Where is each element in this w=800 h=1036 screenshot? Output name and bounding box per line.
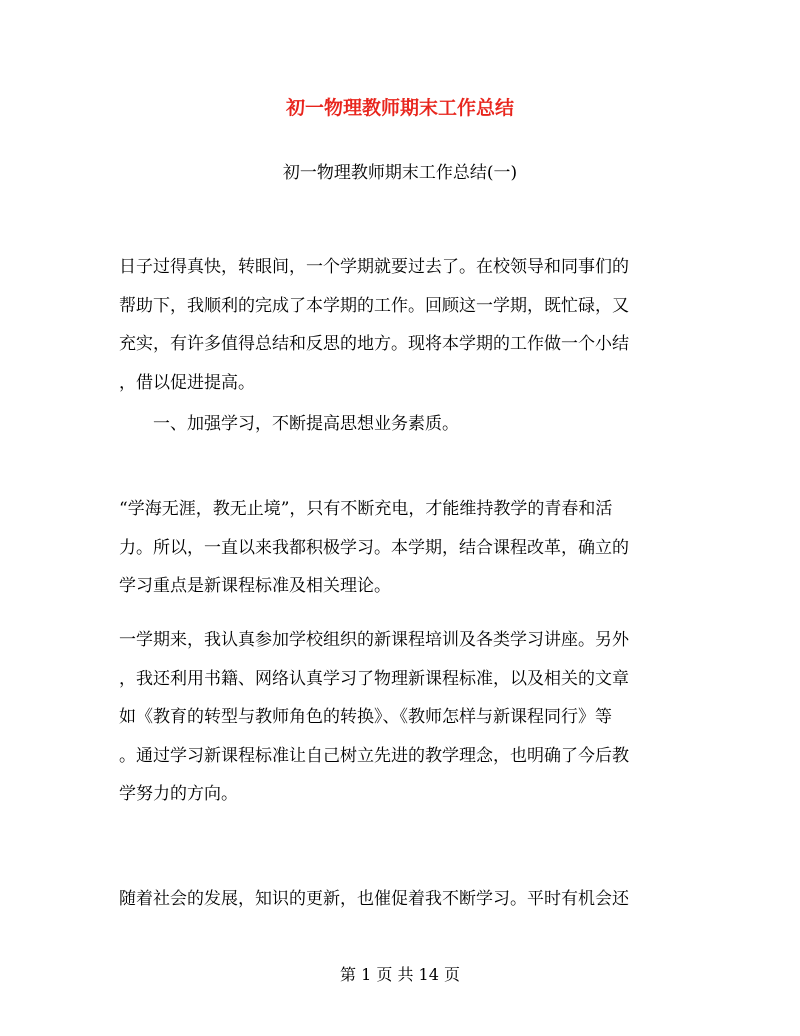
page-number-footer: 第 1 页 共 14 页 [340, 965, 460, 984]
paragraph-1 [119, 248, 679, 402]
paragraph-line: 学习重点是新课程标准及相关理论。 [119, 576, 391, 596]
paragraph-line: “学海无涯，教无止境”，只有不断充电，才能维持教学的青春和活 [119, 499, 613, 519]
paragraph-3 [119, 621, 679, 814]
paragraph-line: 充实，有许多值得总结和反思的地方。现将本学期的工作做一个小结 [119, 334, 629, 354]
paragraph-line: 学努力的方向。 [119, 784, 238, 804]
paragraph-line: 随着社会的发展，知识的更新，也催促着我不断学习。平时有机会还 [119, 889, 629, 909]
paragraph-line: 力。所以，一直以来我都积极学习。本学期，结合课程改革，确立的 [119, 537, 629, 558]
paragraph-line: 如《教育的转型与教师角色的转换》、《教师怎样与新课程同行》等 [119, 707, 612, 727]
paragraph-line: 。通过学习新课程标准让自己树立先进的教学理念，也明确了今后教 [119, 745, 629, 766]
document-title: 初一物理教师期末工作总结 [285, 97, 514, 119]
document-subtitle: 初一物理教师期末工作总结(一) [282, 163, 518, 183]
paragraph-4 [119, 880, 679, 919]
section-heading-1: 一、加强学习，不断提高思想业务素质。 [153, 414, 459, 434]
paragraph-line: 帮助下，我顺利的完成了本学期的工作。回顾这一学期，既忙碌，又 [119, 295, 629, 316]
paragraph-line: ，我还利用书籍、网络认真学习了物理新课程标准，以及相关的文章 [119, 668, 629, 689]
paragraph-line: ，借以促进提高。 [119, 372, 255, 393]
paragraph-line: 一学期来，我认真参加学校组织的新课程培训及各类学习讲座。另外 [119, 630, 629, 650]
paragraph-line: 日子过得真快，转眼间，一个学期就要过去了。在校领导和同事们的 [119, 257, 629, 277]
paragraph-2 [119, 490, 679, 606]
